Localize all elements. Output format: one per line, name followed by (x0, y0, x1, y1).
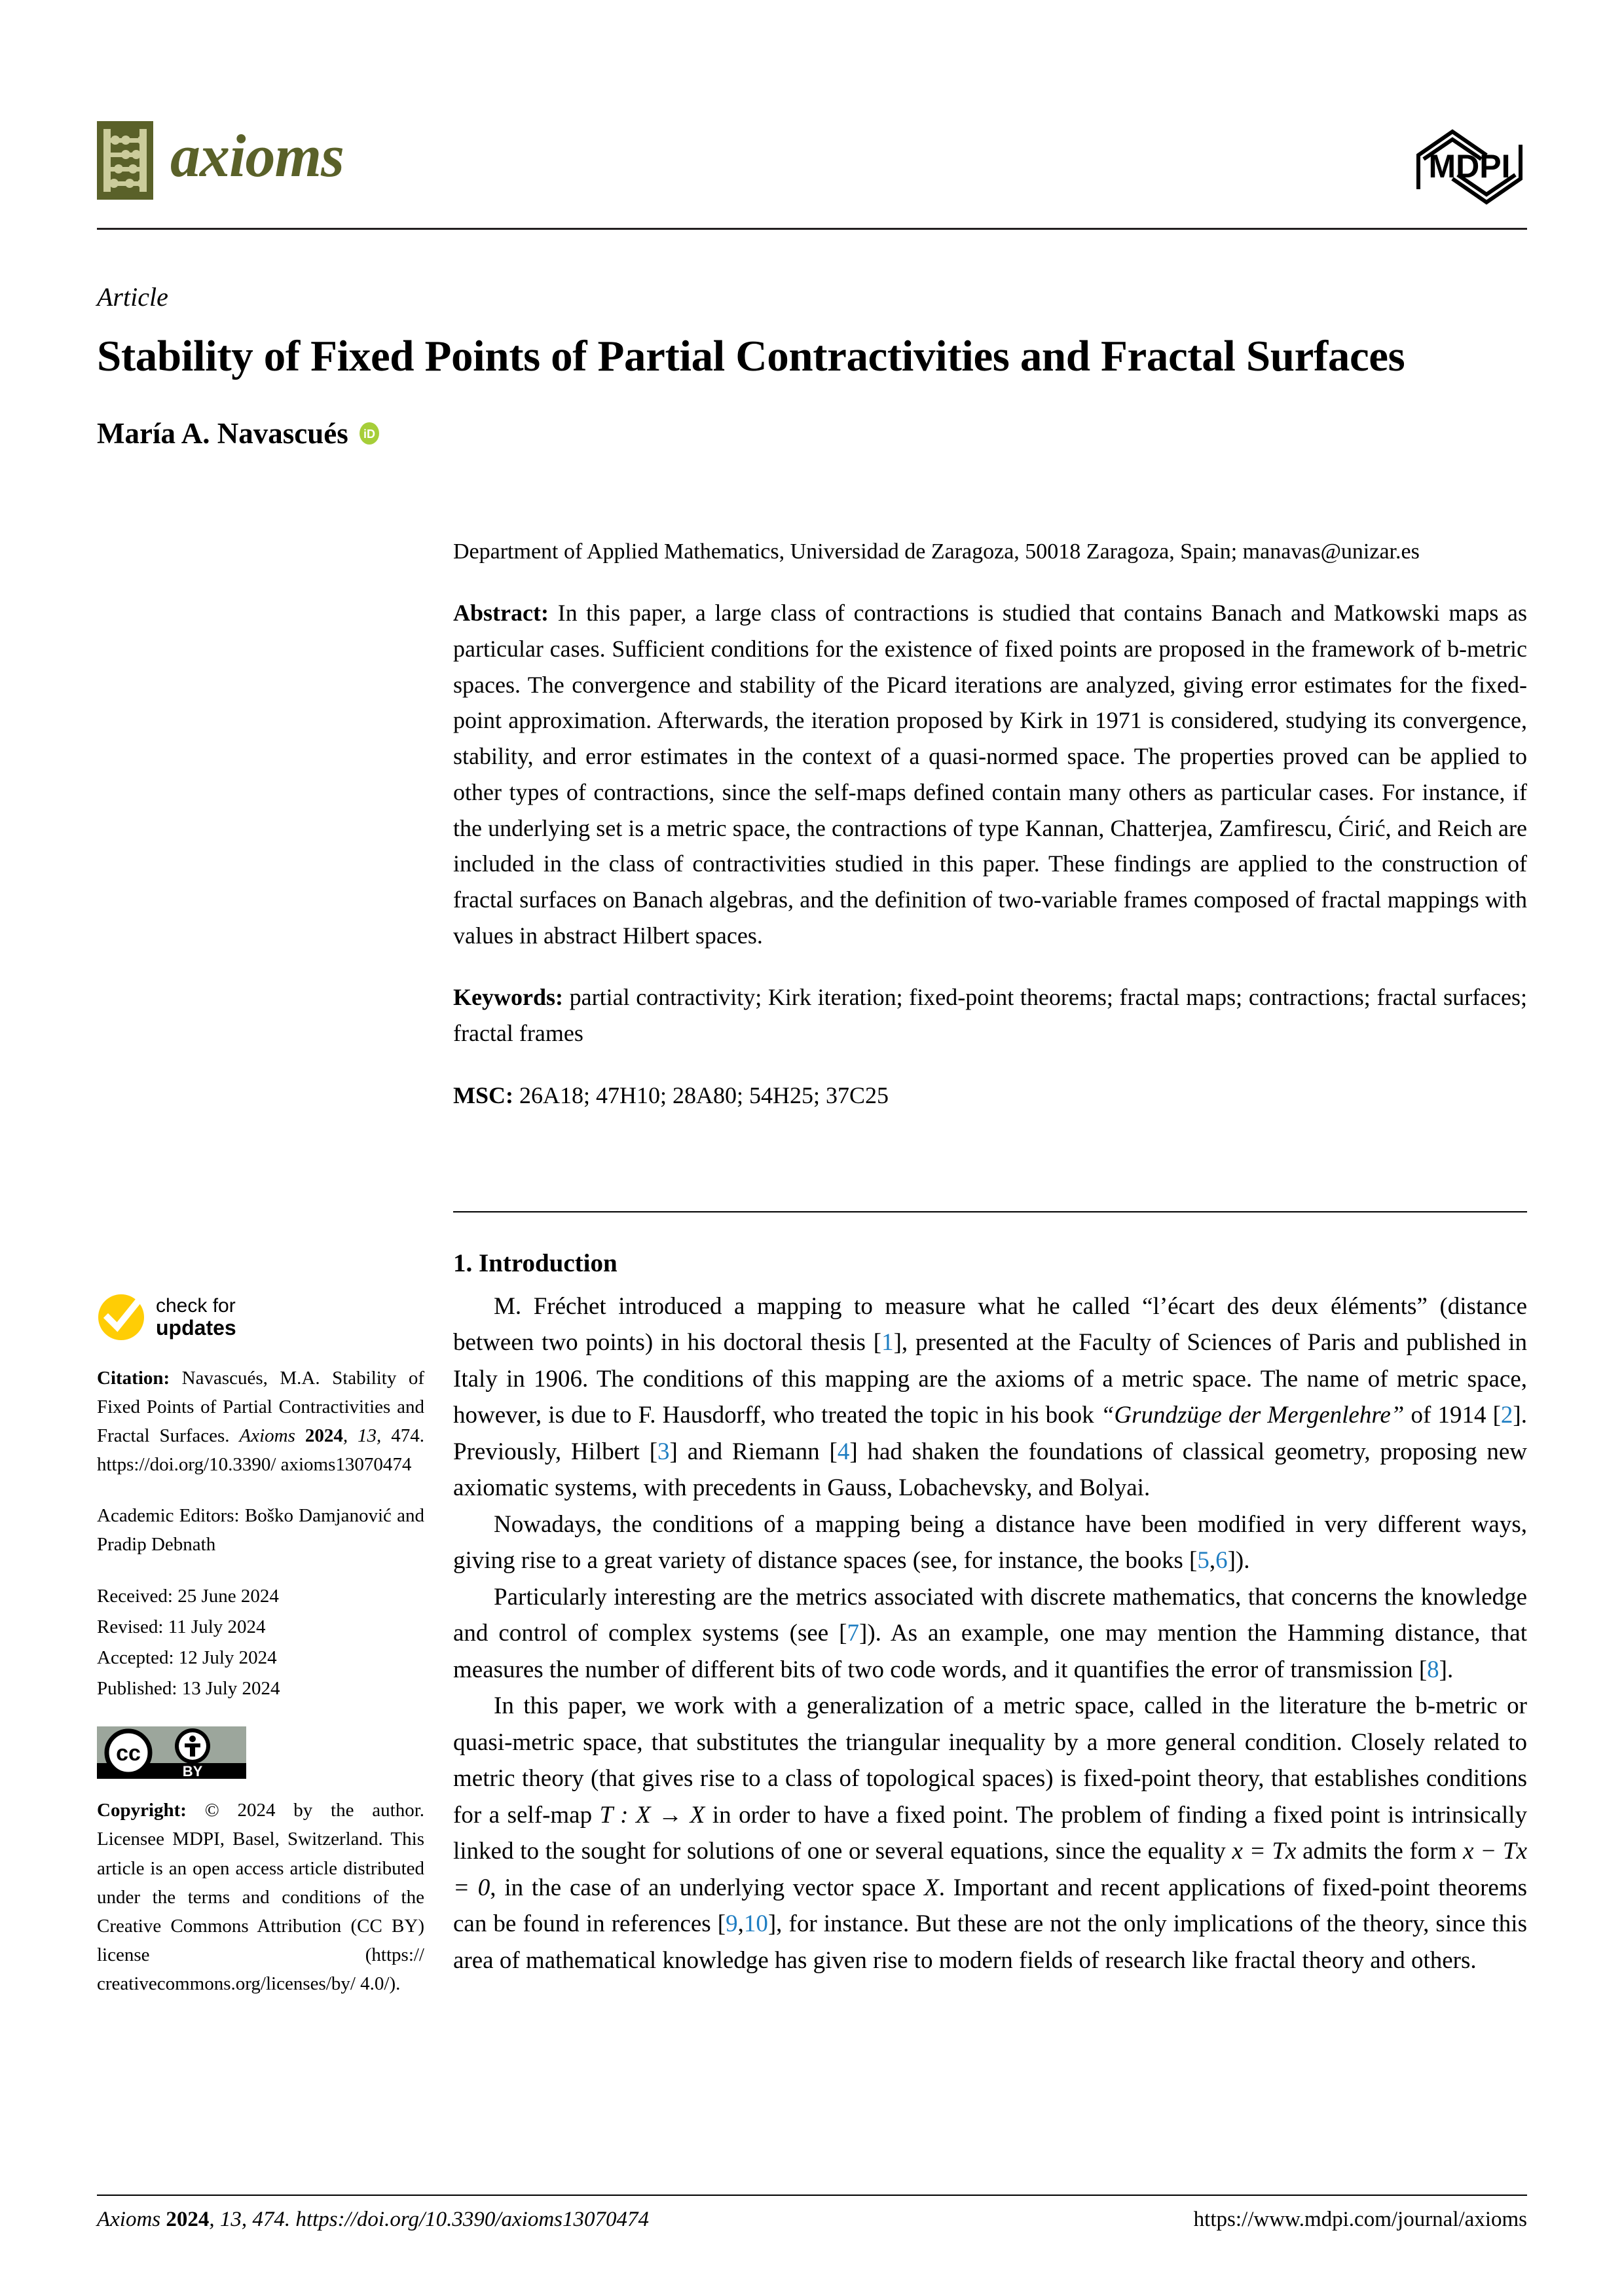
text-run: ], for instance. But these are not the only implications of the theory, since this area of mathematical knowledge has given rise to modern fields of research like fractal theory and others. (453, 1910, 1527, 1974)
text-run: ] had shaken the foundations of classical geometry, proposing new axiomatic systems, with precedents in Gauss, Lobachevsky, and Bolyai. (453, 1438, 1527, 1502)
check-for-updates-badge[interactable] (97, 1293, 424, 1341)
text-run: ]). As an example, one may mention the Hamming distance, that measures the number of different bits of two code words, and it quantifies the error of transmission [ (453, 1620, 1527, 1683)
paragraph-list (453, 1288, 1527, 1979)
text-run: ]. Previously, Hilbert [ (453, 1402, 1527, 1465)
citation-reference[interactable]: 7 (847, 1620, 860, 1647)
text-run: Particularly interesting are the metrics associated with discrete mathematics, that concerns the knowledge and control of complex systems (see [ (453, 1583, 1527, 1647)
footer-citation (97, 2208, 649, 2232)
updates-line-2: updates (156, 1315, 236, 1339)
book-title: “Grundzüge der Mergenlehre” (1100, 1402, 1405, 1429)
text-run: ]). (1227, 1547, 1250, 1575)
affiliation: Department of Applied Mathematics, Universidad de Zaragoza, 50018 Zaragoza, Spain; manavas@unizar.es (453, 539, 1420, 564)
sidebar (97, 1293, 424, 2020)
header-divider (97, 228, 1527, 230)
math-inline: x − Tx = 0 (453, 1838, 1528, 1901)
updates-line-1: check for (156, 1294, 236, 1317)
text-run: in order to have a fixed point. The problem of finding a fixed point is intrinsically linked to the sought for solutions of one or several equations, since the equality (453, 1801, 1528, 1865)
text-run: , (1209, 1547, 1216, 1575)
title-block (97, 282, 1472, 450)
citation-reference[interactable]: 1 (881, 1329, 894, 1357)
citation-reference[interactable]: 9 (726, 1910, 738, 1938)
citation-block (97, 1364, 424, 1479)
keywords-text: partial contractivity; Kirk iteration; fixed-point theorems; fractal maps; contractions; fractal surfaces; fractal frames (453, 984, 1527, 1047)
copyright-block (97, 1796, 424, 1998)
svg-text:iD: iD (363, 428, 375, 441)
math-inline: x = Tx (1232, 1838, 1297, 1865)
copyright-label: Copyright: (97, 1800, 187, 1821)
abacus-icon (97, 121, 153, 200)
journal-title: axioms (170, 122, 344, 189)
text-run: ] and Riemann [ (669, 1438, 838, 1465)
math-inline: T : X → X (599, 1801, 705, 1829)
citation-reference[interactable]: 10 (743, 1910, 768, 1938)
citation-reference[interactable]: 5 (1197, 1547, 1209, 1575)
body-paragraph (453, 1506, 1527, 1579)
publication-dates (97, 1581, 424, 1704)
text-run: ]. (1439, 1656, 1454, 1683)
front-matter (453, 536, 1527, 1114)
citation-reference[interactable]: 4 (837, 1438, 850, 1465)
text-run: admits the form (1296, 1838, 1464, 1865)
math-inline: X (924, 1874, 939, 1901)
page-footer (97, 2208, 1527, 2232)
author-name: María A. Navascués (97, 417, 348, 450)
citation-volume: , 13, (342, 1425, 382, 1447)
journal-logo[interactable] (97, 121, 344, 200)
citation-label: Citation: (97, 1368, 170, 1389)
text-run: , (737, 1910, 744, 1938)
msc-label: MSC: (453, 1082, 513, 1108)
copyright-text: © 2024 by the author. Licensee MDPI, Basel, Switzerland. This article is an open access article distributed under the terms and conditions of the Creative Commons Attribution (CC BY) license (https:// creativecommons.org/licenses/by/ 4.0/). (97, 1800, 424, 1994)
page-title: Stability of Fixed Points of Partial Contractivities and Fractal Surfaces (97, 332, 1405, 380)
body-paragraph (453, 1579, 1527, 1688)
footer-url[interactable]: https://www.mdpi.com/journal/axioms (1193, 2208, 1527, 2231)
text-run: . Important and recent applications of fixed-point theorems can be found in references [ (453, 1874, 1527, 1938)
abstract-text: In this paper, a large class of contractions is studied that contains Banach and Matkowski maps as particular cases. Sufficient conditions for the existence of fixed points are proposed in the framework of b-metric spaces. The convergence and stability of the Picard iterations are analyzed, giving error estimates for the fixed-point approximation. Afterwards, the iteration proposed by Kirk in 1971 is considered, studying its convergence, stability, and error estimates in the context of a quasi-normed space. The properties proved can be applied to other types of contractions, since the self-maps defined contain many others as particular cases. For instance, if the underlying set is a metric space, the contractions of type Kannan, Chatterjea, Zamfirescu, Ćirić, and Reich are included in the class of contractivities studied in this paper. These findings are applied to the construction of fractal surfaces on Banach algebras, and the definition of two-variable frames composed of fractal mappings with values in abstract Hilbert spaces. (453, 600, 1527, 949)
text-run: ], presented at the Faculty of Sciences of Paris and published in Italy in 1906. The conditions of this mapping are the axioms of a metric space. The name of metric space, however, is due to F. Hausdorff, who treated the topic in his book (453, 1329, 1527, 1429)
abstract (453, 595, 1527, 953)
keywords (453, 979, 1527, 1051)
footer-rest: , 13, 474. https://doi.org/10.3390/axioms13070474 (209, 2208, 650, 2231)
by-text: BY (182, 1763, 203, 1779)
body-paragraph (453, 1688, 1527, 1978)
date-published: Published: 13 July 2024 (97, 1678, 280, 1700)
text-run: In this paper, we work with a generalization of a metric space, called in the literature the b-metric or quasi-metric space, that substitutes the triangular inequality by a more general condition. Closely related to metric theory (that gives rise to a class of topological spaces) is fixed-point theory, that establishes conditions for a self-map (453, 1692, 1527, 1829)
msc (453, 1078, 1527, 1114)
mdpi-wordmark: MDPI (1428, 148, 1511, 185)
date-revised: Revised: 11 July 2024 (97, 1616, 266, 1638)
footer-year: 2024 (166, 2208, 210, 2231)
page-header (97, 121, 1527, 213)
author-line (97, 416, 1472, 450)
text-run: Nowadays, the conditions of a mapping being a distance have been modified in very different ways, giving rise to a great variety of distance spaces (see, for instance, the books [ (453, 1510, 1527, 1575)
keywords-label: Keywords: (453, 984, 563, 1011)
citation-reference[interactable]: 6 (1215, 1547, 1228, 1575)
section-heading-introduction: 1. Introduction (453, 1249, 618, 1277)
body-paragraph (453, 1288, 1527, 1506)
footer-divider (97, 2195, 1527, 2196)
creative-commons-by-icon[interactable] (97, 1726, 246, 1779)
date-accepted: Accepted: 12 July 2024 (97, 1647, 277, 1669)
orcid-icon[interactable] (358, 422, 381, 445)
citation-reference[interactable]: 2 (1500, 1402, 1513, 1429)
updates-label (156, 1296, 236, 1339)
text-run: M. Fréchet introduced a mapping to measure what he called “l’écart des deux éléments” (distance between two points) in his doctoral thesis [ (453, 1292, 1527, 1357)
citation-reference[interactable]: 8 (1427, 1656, 1439, 1683)
abstract-label: Abstract: (453, 600, 549, 627)
academic-editors: Academic Editors: Boško Damjanović and Pradip Debnath (97, 1505, 424, 1556)
text-run: , in the case of an underlying vector space (490, 1874, 925, 1901)
mdpi-logo[interactable] (1412, 126, 1527, 208)
article-type: Article (97, 282, 168, 312)
article-body (453, 1247, 1527, 1978)
citation-year: 2024 (304, 1425, 343, 1447)
citation-text: Navascués, M.A. Stability of Fixed Points of Partial Contractivities and Fractal Surfaces. (97, 1368, 424, 1447)
citation-journal: Axioms (239, 1425, 295, 1447)
text-run: of 1914 [ (1404, 1402, 1501, 1429)
footer-journal: Axioms (97, 2208, 161, 2231)
date-received: Received: 25 June 2024 (97, 1586, 279, 1607)
check-circle-icon (97, 1293, 145, 1341)
citation-doi[interactable]: 474. https://doi.org/10.3390/ axioms13070474 (97, 1425, 424, 1476)
citation-reference[interactable]: 3 (657, 1438, 670, 1465)
abstract-divider (453, 1211, 1527, 1212)
cc-text: cc (116, 1741, 141, 1766)
msc-text: 26A18; 47H10; 28A80; 54H25; 37C25 (519, 1082, 889, 1108)
